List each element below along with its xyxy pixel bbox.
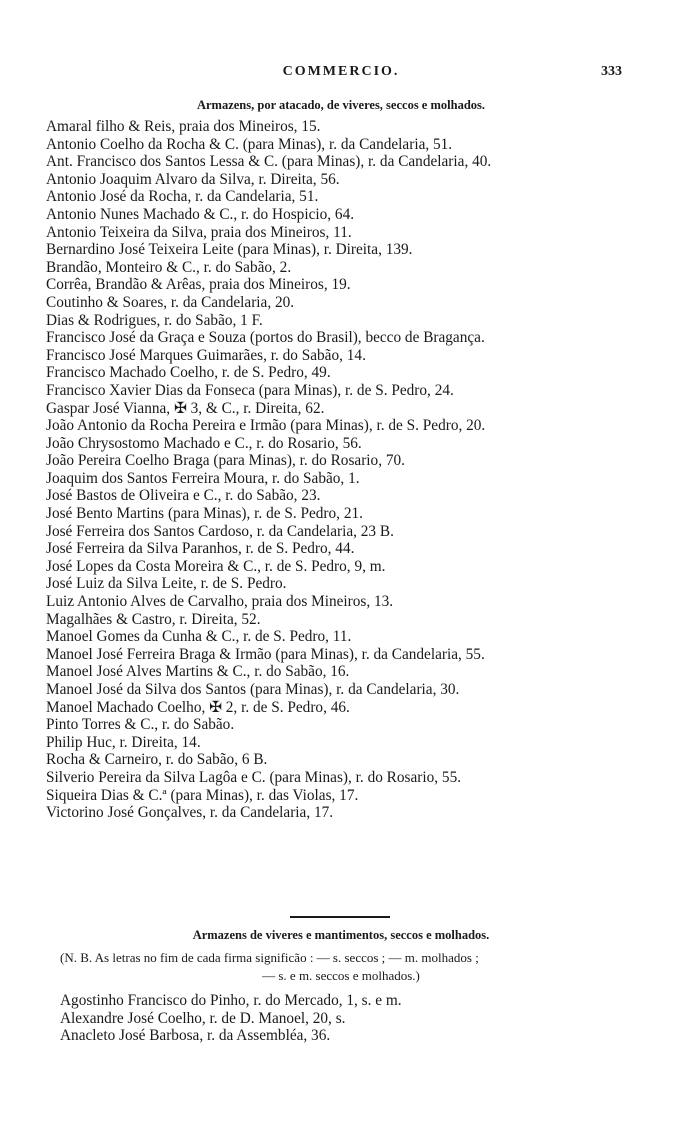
directory-entry: Philip Huc, r. Direita, 14. [46, 733, 201, 751]
directory-entry: José Lopes da Costa Moreira & C., r. de S. Pedro, 9, m. [46, 557, 386, 575]
abbreviation-note-line2: — s. e m. seccos e molhados.) [262, 968, 420, 983]
directory-entry: Francisco José Marques Guimarães, r. do Sabão, 14. [46, 346, 366, 364]
page-number: 333 [601, 64, 622, 79]
directory-entry: Manoel Gomes da Cunha & C., r. de S. Pedro, 11. [46, 628, 352, 646]
directory-entry: Anacleto José Barbosa, r. da Assembléa, 36. [60, 1027, 331, 1045]
directory-entry: Manoel José da Silva dos Santos (para Minas), r. da Candelaria, 30. [46, 681, 460, 698]
wholesale-entries-list [46, 118, 646, 822]
directory-entry: Coutinho & Soares, r. da Candelaria, 20. [46, 293, 295, 311]
directory-entry: Brandão, Monteiro & C., r. do Sabão, 2. [46, 258, 292, 276]
directory-entry: Antonio Joaquim Alvaro da Silva, r. Direita, 56. [46, 170, 340, 188]
directory-entry: Luiz Antonio Alves de Carvalho, praia dos Mineiros, 13. [46, 593, 394, 611]
directory-entry: Amaral filho & Reis, praia dos Mineiros, 15. [46, 118, 321, 135]
directory-entry: Francisco José da Graça e Souza (portos do Brasil), becco de Bragança. [46, 329, 485, 347]
directory-entry: João Antonio da Rocha Pereira e Irmão (para Minas), r. de S. Pedro, 20. [46, 417, 486, 435]
directory-entry: Gaspar José Vianna, ✠ 3, & C., r. Direita, 62. [46, 399, 325, 417]
directory-entry: Agostinho Francisco do Pinho, r. do Mercado, 1, s. e m. [60, 992, 402, 1009]
directory-entry: Francisco Xavier Dias da Fonseca (para Minas), r. de S. Pedro, 24. [46, 381, 454, 399]
directory-entry: Antonio Teixeira da Silva, praia dos Mineiros, 11. [46, 223, 352, 241]
directory-entry: José Bento Martins (para Minas), r. de S. Pedro, 21. [46, 505, 363, 523]
section-heading-wholesale: Armazens, por atacado, de viveres, seccos e molhados. [196, 98, 486, 112]
directory-entry: Pinto Torres & C., r. do Sabão. [46, 716, 235, 734]
running-title: COMMERCIO. [282, 64, 400, 79]
directory-entry: Ant. Francisco dos Santos Lessa & C. (para Minas), r. da Candelaria, 40. [46, 153, 492, 171]
running-head [0, 62, 682, 84]
section-divider-rule [290, 916, 390, 918]
directory-entry: Manoel José Alves Martins & C., r. do Sabão, 16. [46, 663, 350, 681]
directory-entry: José Luiz da Silva Leite, r. de S. Pedro. [46, 575, 287, 593]
directory-entry: Dias & Rodrigues, r. do Sabão, 1 F. [46, 311, 263, 329]
directory-entry: Bernardino José Teixeira Leite (para Minas), r. Direita, 139. [46, 241, 413, 259]
directory-entry: Alexandre José Coelho, r. de D. Manoel, 20, s. [60, 1009, 346, 1027]
provisions-entries-list [60, 992, 660, 1045]
directory-entry: José Ferreira dos Santos Cardoso, r. da Candelaria, 23 B. [46, 522, 394, 540]
directory-entry: Rocha & Carneiro, r. do Sabão, 6 B. [46, 751, 268, 769]
section-heading-provisions: Armazens de viveres e mantimentos, seccos e molhados. [192, 928, 490, 942]
directory-entry: João Pereira Coelho Braga (para Minas), r. do Rosario, 70. [46, 452, 405, 470]
directory-entry: João Chrysostomo Machado e C., r. do Rosario, 56. [46, 434, 362, 452]
directory-entry: Joaquim dos Santos Ferreira Moura, r. do Sabão, 1. [46, 469, 360, 487]
directory-entry: Manoel José Ferreira Braga & Irmão (para Minas), r. da Candelaria, 55. [46, 645, 485, 663]
directory-entry: José Bastos de Oliveira e C., r. do Sabão, 23. [46, 487, 321, 505]
directory-entry: Siqueira Dias & C.ª (para Minas), r. das Violas, 17. [46, 786, 359, 804]
directory-entry: Victorino José Gonçalves, r. da Candelaria, 17. [46, 804, 334, 822]
abbreviation-note-line1: (N. B. As letras no fim de cada firma significão : — s. seccos ; — m. molhados ; [60, 950, 479, 965]
directory-entry: Manoel Machado Coelho, ✠ 2, r. de S. Pedro, 46. [46, 698, 350, 716]
directory-entry: Magalhães & Castro, r. Direita, 52. [46, 610, 261, 628]
directory-entry: Antonio Coelho da Rocha & C. (para Minas), r. da Candelaria, 51. [46, 135, 453, 153]
directory-entry: Corrêa, Brandão & Arêas, praia dos Mineiros, 19. [46, 276, 351, 294]
directory-entry: Antonio Nunes Machado & C., r. do Hospicio, 64. [46, 205, 355, 223]
directory-entry: Silverio Pereira da Silva Lagôa e C. (para Minas), r. do Rosario, 55. [46, 768, 462, 786]
directory-entry: Antonio José da Rocha, r. da Candelaria, 51. [46, 188, 319, 206]
directory-entry: José Ferreira da Silva Paranhos, r. de S. Pedro, 44. [46, 540, 355, 558]
directory-entry: Francisco Machado Coelho, r. de S. Pedro, 49. [46, 364, 331, 382]
